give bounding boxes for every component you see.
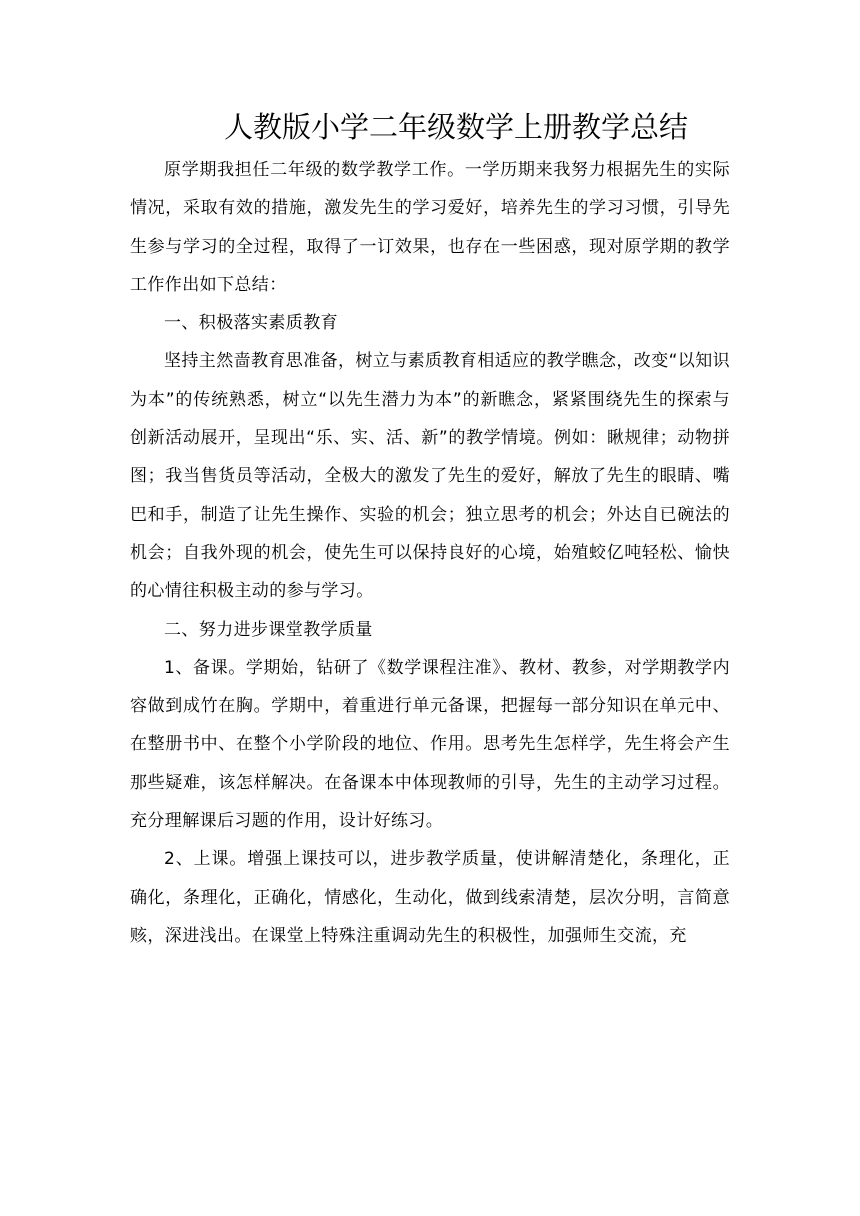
document-body: [130, 151, 730, 955]
section-heading-1: 一、积极落实素质教育: [164, 313, 338, 334]
lesson-prep-paragraph: 1、备课。学期始，钻研了《数学课程注准》、教材、教参，对学期教学内容做到成竹在胸。学期中，着重进行单元备课，把握每一部分知识在单元中、在整册书中、在整个小学阶段的地位、作用。思考先生怎样学，先生将会产生那些疑难，该怎样解决。在备课本中体现教师的引导，先生的主动学习过程。充分理解课后习题的作用，设计好练习。: [130, 657, 730, 832]
section-1-paragraph: 坚持主然啬教育思准备，树立与素质教育相适应的教学瞧念，改变“以知识为本”的传统熟悉，树立“以先生潜力为本”的新瞧念，紧紧围绕先生的探索与创新活动展开，呈现出“乐、实、活、新”的教学情境。例如：瞅规律；动物拼图；我当售货员等活动，全极大的激发了先生的爱好，解放了先生的眼睛、嘴巴和手，制造了让先生操作、实验的机会；独立思考的机会；外达自已碗法的机会；自我外现的机会，使先生可以保持良好的心境，始殖蛟亿吨轻松、愉快的心情往积极主动的参与学习。: [130, 351, 731, 602]
intro-paragraph: 原学期我担任二年级的数学教学工作。一学历期来我努力根据先生的实际情况，采取有效的措施，激发先生的学习爱好，培养先生的学习习惯，引导先生参与学习的全过程，取得了一订效果，也存在一些困惑，现对原学期的教学工作作出如下总结：: [130, 160, 730, 295]
section-heading-2: 二、努力进步课堂教学质量: [164, 619, 373, 640]
class-teaching-paragraph: 2、上课。增强上课技可以，进步教学质量，使讲解清楚化，条理化，正确化，条理化，正确化，情感化，生动化，做到线索清楚，层次分明，言简意赅，深进浅出。在课堂上特殊注重调动先生的积极性，加强师生交流，充: [130, 849, 730, 946]
document-title: 人教版小学二年级数学上册教学总结: [223, 110, 688, 144]
